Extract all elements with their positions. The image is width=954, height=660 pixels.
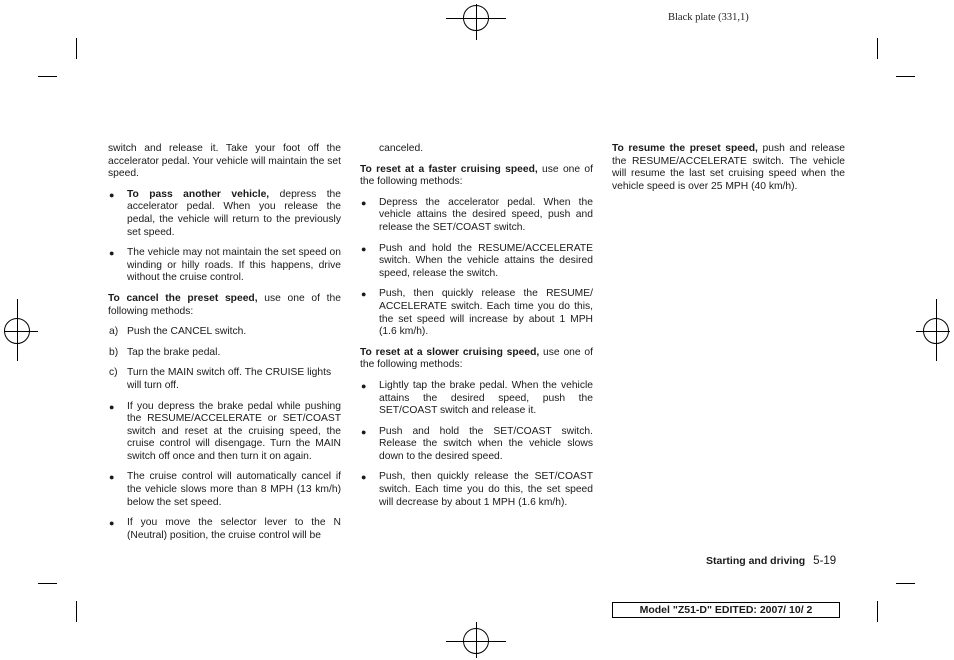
bullet-text: The vehicle may not maintain the set speed on winding or hilly roads. If this happens, drive without the cruise control. xyxy=(127,247,341,284)
bullet-item xyxy=(360,471,593,509)
crop-mark xyxy=(76,38,77,59)
faster-intro: use one of the following methods: xyxy=(360,163,593,188)
page-footer xyxy=(706,555,836,567)
section-title: Starting and driving xyxy=(706,555,806,567)
column-3 xyxy=(612,143,845,201)
continued-text: canceled. xyxy=(379,143,424,154)
resume-heading: To resume the preset speed, xyxy=(612,143,758,154)
bullet-item xyxy=(108,189,341,239)
crop-mark xyxy=(76,601,77,622)
cancel-heading: To cancel the preset speed, xyxy=(108,292,258,304)
crop-mark xyxy=(38,583,57,584)
bullet-icon: ● xyxy=(109,248,115,259)
bullet-text: Push, then quickly release the SET/COAST switch. Each time you do this, the set speed will decrease by about 1 MPH (1.6 km/h). xyxy=(379,471,593,508)
page-number: 5-19 xyxy=(813,555,837,567)
bullet-text: Push, then quickly release the RESUME/ ACCELERATE switch. Each time you do this, the set speed will increase by about 1 MPH (1.6 km/h). xyxy=(379,288,593,338)
bullet-icon: ● xyxy=(109,401,115,412)
bullet-item xyxy=(108,517,341,542)
list-text: Tap the brake pedal. xyxy=(127,346,221,358)
bullet-icon: ● xyxy=(361,243,367,254)
slower-intro: use one of the following methods: xyxy=(360,346,593,371)
bullet-text: If you move the selector lever to the N (Neutral) position, the cruise control will be xyxy=(127,517,341,541)
slower-heading-paragraph xyxy=(360,347,593,372)
bullet-item xyxy=(108,401,341,464)
bullet-item xyxy=(360,426,593,464)
list-label: a) xyxy=(109,326,119,338)
list-text: Push the CANCEL switch. xyxy=(127,326,247,338)
list-label: b) xyxy=(109,346,119,358)
bullet-text: depress the accelerator pedal. When you release the pedal, the vehicle will return to the previously set speed. xyxy=(127,188,342,238)
bullet-icon: ● xyxy=(361,289,367,300)
crop-mark xyxy=(38,76,57,77)
bullet-lead: To pass another vehicle, xyxy=(127,188,270,200)
bullet-icon: ● xyxy=(109,518,115,529)
resume-text: push and release the RESUME/ACCELERATE switch. The vehicle will resume the last set cruising speed when the vehicle speed is over 25 MPH (40 km/h). xyxy=(612,143,845,192)
slower-heading: To reset at a slower cruising speed, xyxy=(360,346,540,358)
list-item xyxy=(108,347,341,360)
column-2 xyxy=(360,143,593,517)
list-text: Turn the MAIN switch off. The CRUISE lights will turn off. xyxy=(127,367,332,391)
cancel-heading-paragraph xyxy=(108,293,341,318)
crop-mark xyxy=(896,583,915,584)
bullet-icon: ● xyxy=(361,472,367,483)
bullet-icon: ● xyxy=(109,189,115,200)
bullet-text: Depress the accelerator pedal. When the vehicle attains the desired speed, push and release the SET/COAST switch. xyxy=(379,196,593,233)
bullet-icon: ● xyxy=(361,197,367,208)
cancel-intro: use one of the following methods: xyxy=(108,292,341,317)
crop-mark xyxy=(896,76,915,77)
plate-label: Black plate (331,1) xyxy=(668,12,749,23)
bullet-text: Lightly tap the brake pedal. When the vehicle attains the desired speed, push the SET/COAST switch and release it. xyxy=(379,379,593,417)
bullet-item xyxy=(360,288,593,338)
list-item xyxy=(108,326,341,339)
bullet-icon: ● xyxy=(361,380,367,391)
intro-paragraph: switch and release it. Take your foot off the accelerator pedal. Your vehicle will maintain the set speed. xyxy=(108,143,341,180)
bullet-item xyxy=(360,197,593,235)
model-edited-box: Model "Z51-D" EDITED: 2007/ 10/ 2 xyxy=(612,602,840,618)
crop-mark xyxy=(877,38,878,59)
bullet-item xyxy=(108,471,341,509)
bullet-text: Push and hold the RESUME/ACCELERATE switch. When the vehicle attains the desired speed, release the switch. xyxy=(379,242,593,279)
bullet-icon: ● xyxy=(109,472,115,483)
list-label: c) xyxy=(109,367,118,379)
resume-paragraph xyxy=(612,143,845,193)
bullet-icon: ● xyxy=(361,426,367,437)
faster-heading-paragraph xyxy=(360,164,593,189)
column-1 xyxy=(108,143,341,550)
bullet-item xyxy=(360,243,593,281)
bullet-item xyxy=(360,380,593,418)
crop-mark xyxy=(877,601,878,622)
list-item xyxy=(108,367,341,392)
bullet-text: The cruise control will automatically cancel if the vehicle slows more than 8 MPH (13 km/h) below the set speed. xyxy=(127,471,341,508)
bullet-text: Push and hold the SET/COAST switch. Release the switch when the vehicle slows down to the desired speed. xyxy=(379,425,593,462)
bullet-text: If you depress the brake pedal while pushing the RESUME/ACCELERATE or SET/COAST switch and reset at the cruising speed, the cruise control will disengage. Turn the MAIN switch off once and then turn it on again. xyxy=(127,400,341,462)
bullet-item xyxy=(108,247,341,285)
faster-heading: To reset at a faster cruising speed, xyxy=(360,163,538,175)
